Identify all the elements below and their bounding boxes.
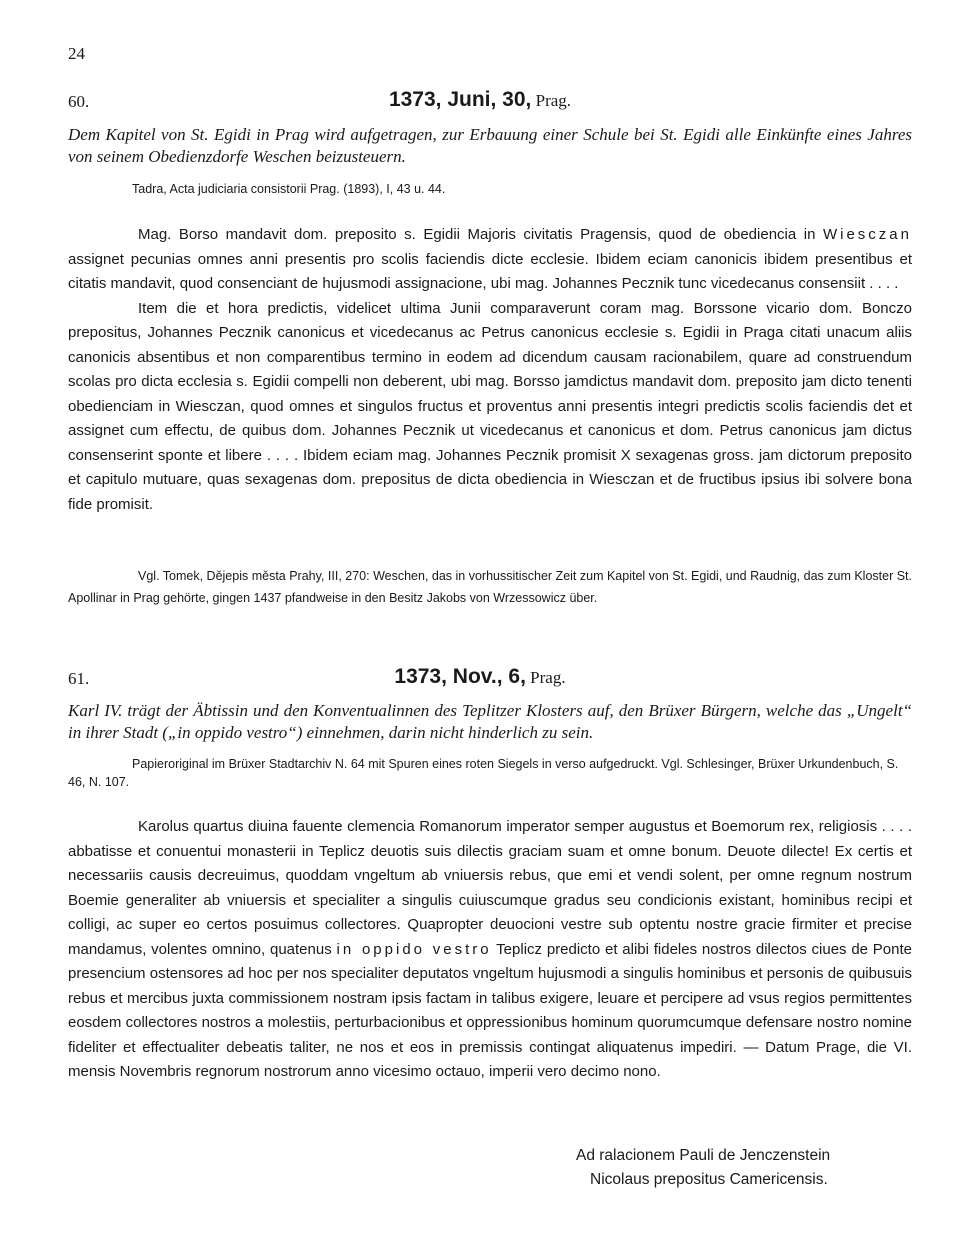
entry-date-heading bbox=[0, 88, 960, 112]
entry-regest: Karl IV. trägt der Äbtissin und den Konventualinnen des Teplitzer Klosters auf, den Brüxer Bürgern, welche das „Ungelt“ in ihrer Stadt („in oppido vestro“) einnehmen, darin nicht hinderlich zu sein. bbox=[68, 701, 912, 742]
text-paragraph: Karolus quartus diuina fauente clemencia Romanorum imperator semper augustus et Boemorum rex, religiosis . . . . abbatisse et conuentui monasterii in Teplicz deuotis suis dilectis graciam suam et omne bonum. Deuote dilecte! Ex certis et necessariis causis decreuimus, quoddam vngeltum ab vniuersis rebus, que emi et vendi solent, per omne regnum nostrum Boemie generaliter ab vniuersis et specialiter a singulis cuiuscumque gradus seu condicionis existant, hominibus recipi et colligi, ac super eo certos posuimus collectores. Quapropter deuocioni vestre sub optentu nostre gracie firmiter et precise mandamus, volentes omnino, quatenus in oppido vestro Teplicz predicto et alibi fideles nostros dilectos ciues de Ponte presencium ostensores ad hoc per nos specialiter deputatos vngeltum hujusmodi a singulis hominibus et personis de quibusuis rebus et mercibus juxta commissionem nostram ipsis factam in talibus exigere, leuare et percipere ad vsus regios permittentes eosdem collectores nostros a molestiis, perturbacionibus et oppressionibus hominum quorumcumque defensare nostro nomine fideliter et effectualiter debeatis taliter, ne nos et eos in premissis contingat aliquatenus impediri. — Datum Prage, die VI. mensis Novembris regnorum nostrorum anno vicesimo octauo, imperii vero decimo nono. bbox=[68, 818, 913, 1080]
entry-place: Prag. bbox=[525, 668, 566, 687]
entry-regest: Dem Kapitel von St. Egidi in Prag wird aufgetragen, zur Erbauung einer Schule bei St. Egidi alle Einkünfte eines Jahres von seinem Obedienzdorfe Weschen beizusteuern. bbox=[68, 125, 912, 166]
entry-note: Vgl. Tomek, Dějepis města Prahy, III, 270: Weschen, das in vorhussitischer Zeit zum Kapitel von St. Egidi, und Raudnig, das zum Kloster St. Apollinar in Prag gehörte, gingen 1437 pfandweise in den Besitz Jakobs von Wrzessowicz über. bbox=[68, 569, 912, 605]
entry-source: Papieroriginal im Brüxer Stadtarchiv N. 64 mit Spuren eines roten Siegels in verso aufgedruckt. Vgl. Schlesinger, Brüxer Urkundenbuch, S. 46, N. 107. bbox=[68, 757, 899, 789]
page-number: 24 bbox=[68, 44, 85, 63]
entry-text bbox=[68, 223, 912, 517]
entry-place: Prag. bbox=[531, 91, 572, 110]
spaced-place-name: Wiesczan bbox=[822, 226, 912, 243]
signature-line: Nicolaus prepositus Camericensis. bbox=[590, 1171, 828, 1188]
entry-date-heading bbox=[0, 665, 960, 689]
entry-date: 1373, Nov., 6, bbox=[394, 665, 526, 688]
signature-block bbox=[576, 1144, 830, 1192]
text-paragraph: Mag. Borso mandavit dom. preposito s. Egidii Majoris civitatis Pragensis, quod de obediencia in Wiesczan assignet pecunias omnes anni presentis pro scolis faciendis dicte ecclesie. Ibidem eciam canonicis ibidem presentibus et citatis mandavit, quod consenciant de hujusmodi assignacione, ubi mag. Johannes Pecznik tunc vicedecanus consensiit . . . . bbox=[68, 226, 912, 292]
entry-source: Tadra, Acta judiciaria consistorii Prag. (1893), I, 43 u. 44. bbox=[132, 182, 446, 196]
signature-line: Ad ralacionem Pauli de Jenczenstein bbox=[576, 1147, 831, 1164]
text-paragraph: Item die et hora predictis, videlicet ultima Junii comparaverunt coram mag. Borssone vicario dom. Bonczo prepositus, Johannes Pecznik canonicus et vicedecanus ac Petrus canonicus ecclesie s. Egidii in Praga citati unacum aliis canonicis absentibus et non comparentibus termino in eodem ad dicendum causam racionabilem, quare ad construendum scolas pro dicta ecclesia s. Egidii compelli non deberent, ubi mag. Borsso jamdictus mandavit dom. preposito jam dicto tenenti obedienciam in Wiesczan, quod omnes et singulos fructus et proventus anni presentis integri predictis scolis faciendis det et assignet cum effectu, de quibus dom. Johannes Pecznik ut vicedecanus et canonicus et dom. Petrus canonicus jam dictus consenserint sponte et libere . . . . Ibidem eciam mag. Johannes Pecznik promisit X sexagenas gross. jam dictorum preposito et capitulo mutuare, quas sexagenas dom. prepositus de dicta obediencia in Wiesczan et de fructibus ipsius ibi solvere bona fide promisit. bbox=[68, 299, 912, 513]
entry-number: 61. bbox=[68, 669, 90, 688]
entry-number: 60. bbox=[68, 92, 90, 111]
entry-date: 1373, Juni, 30, bbox=[388, 88, 532, 111]
spaced-place-name: in oppido vestro bbox=[336, 940, 492, 958]
entry-text bbox=[68, 815, 912, 1085]
